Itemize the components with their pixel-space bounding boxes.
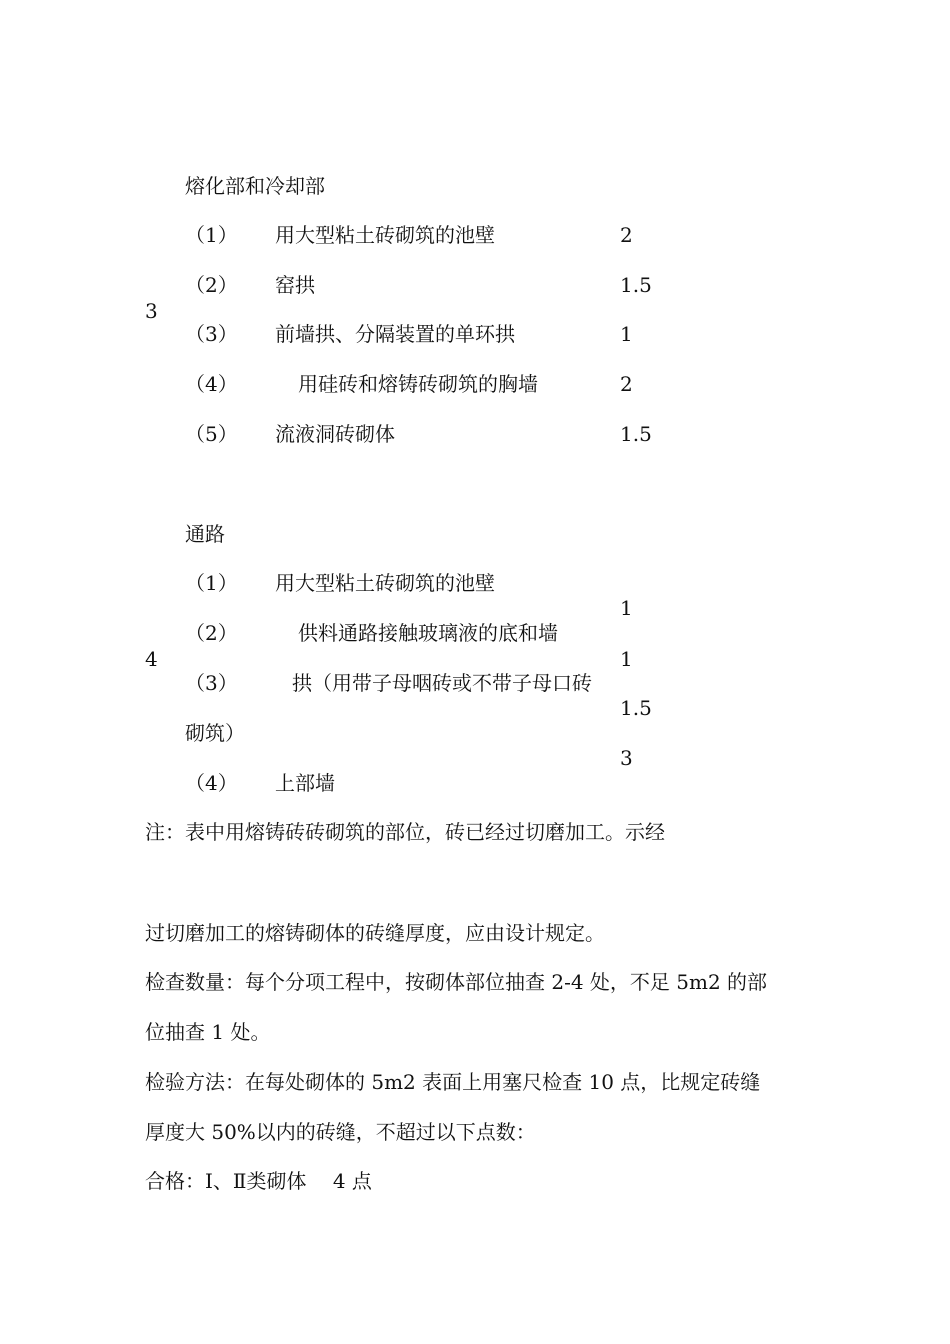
section-3-item-2-text: 窑拱 [275, 273, 315, 297]
section-4-item-3-value: 1.5 [620, 696, 652, 720]
section-3-item-1-index: （1） [185, 223, 238, 247]
inspection-method-line-1: 检验方法：在每处砌体的 5m2 表面上用塞尺检查 10 点，比规定砖缝 [145, 1070, 761, 1094]
section-4-item-3-text: 拱（用带子母咽砖或不带子母口砖 [292, 671, 592, 695]
section-3-item-5-text: 流液洞砖砌体 [275, 422, 395, 446]
section-4-item-1-value: 1 [620, 596, 633, 620]
section-4-item-3-text-continued: 砌筑） [185, 721, 245, 745]
section-4-item-2-value: 1 [620, 647, 633, 671]
check-quantity-line-2: 位抽查 1 处。 [145, 1020, 271, 1044]
section-3-item-2-value: 1.5 [620, 273, 652, 297]
section-3-item-1-text: 用大型粘土砖砌筑的池壁 [275, 223, 495, 247]
section-3-item-3-value: 1 [620, 322, 633, 346]
section-3-item-5-value: 1.5 [620, 422, 652, 446]
section-4-item-2-text: 供料通路接触玻璃液的底和墙 [298, 621, 558, 645]
section-3-item-3-index: （3） [185, 322, 238, 346]
section-3-item-4-text: 用硅砖和熔铸砖砌筑的胸墙 [298, 372, 538, 396]
section-4-item-2-index: （2） [185, 621, 238, 645]
section-3-item-2-index: （2） [185, 273, 238, 297]
section-3-item-1-value: 2 [620, 223, 633, 247]
section-3-item-4-index: （4） [185, 372, 238, 396]
section-3-item-5-index: （5） [185, 422, 238, 446]
section-4-item-4-text: 上部墙 [275, 771, 335, 795]
section-4-number: 4 [145, 647, 158, 671]
qualified-line: 合格：Ⅰ、Ⅱ类砌体 4 点 [145, 1169, 372, 1193]
inspection-method-line-2: 厚度大 50%以内的砖缝，不超过以下点数： [145, 1120, 536, 1144]
section-4-item-1-index: （1） [185, 571, 238, 595]
section-3-item-4-value: 2 [620, 372, 633, 396]
check-quantity-line-1: 检查数量：每个分项工程中，按砌体部位抽查 2-4 处，不足 5m2 的部 [145, 970, 768, 994]
section-4-item-1-text: 用大型粘土砖砌筑的池壁 [275, 571, 495, 595]
section-4-item-4-index: （4） [185, 771, 238, 795]
section-3-item-3-text: 前墙拱、分隔装置的单环拱 [275, 322, 515, 346]
note-line-2: 过切磨加工的熔铸砌体的砖缝厚度，应由设计规定。 [145, 921, 605, 945]
section-3-heading: 熔化部和冷却部 [185, 174, 325, 198]
section-4-heading: 通路 [185, 522, 225, 546]
section-3-number: 3 [145, 299, 158, 323]
note-line-1: 注：表中用熔铸砖砖砌筑的部位，砖已经过切磨加工。示经 [145, 820, 665, 844]
section-4-item-3-index: （3） [185, 671, 238, 695]
section-4-item-4-value: 3 [620, 746, 633, 770]
